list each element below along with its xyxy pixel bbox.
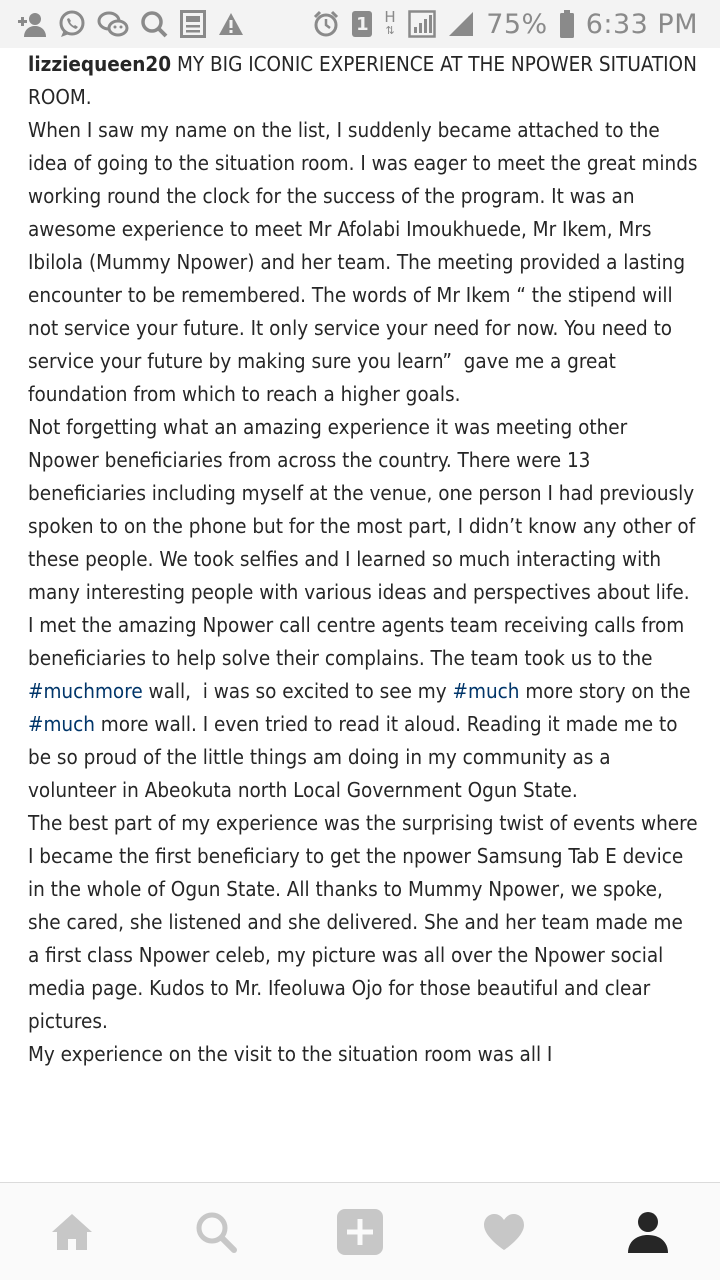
search-icon bbox=[195, 1211, 237, 1253]
whatsapp-icon bbox=[58, 10, 86, 38]
alarm-icon bbox=[312, 10, 340, 38]
search-icon bbox=[140, 10, 168, 38]
hashtag-link[interactable]: #much bbox=[28, 712, 95, 736]
nav-home-button[interactable] bbox=[36, 1196, 108, 1268]
add-post-icon bbox=[336, 1208, 384, 1256]
status-bar-left bbox=[18, 10, 244, 38]
nav-profile-button[interactable] bbox=[612, 1196, 684, 1268]
caption-header bbox=[28, 48, 703, 114]
caption-paragraph-5: My experience on the visit to the situation room was all I bbox=[28, 1042, 553, 1066]
status-bar bbox=[0, 0, 720, 48]
caption-text: more wall. I even tried to read it aloud. Reading it made me to be so proud of the little things am doing in my community as a volunteer in Abeokuta north Local Government Ogun State. bbox=[28, 712, 684, 802]
gallery-icon bbox=[180, 10, 206, 38]
bottom-nav bbox=[0, 1182, 720, 1280]
signal-strength-icon bbox=[448, 11, 474, 37]
nav-search-button[interactable] bbox=[180, 1196, 252, 1268]
signal-icon bbox=[408, 10, 436, 38]
hashtag-link[interactable]: #much bbox=[452, 679, 520, 703]
warning-icon bbox=[218, 12, 244, 36]
network-type-label: H bbox=[384, 8, 397, 26]
home-icon bbox=[50, 1212, 94, 1252]
battery-icon bbox=[560, 10, 574, 38]
caption-paragraph-3 bbox=[28, 609, 698, 807]
profile-icon bbox=[627, 1211, 669, 1253]
caption-paragraph-2: Not forgetting what an amazing experience it was meeting other Npower beneficiaries from across the country. There were 13 beneficiaries including myself at the venue, one person I had previously spoken to on the phone but for the most part, I didn’t know any other of these people. We took selfies and I learned so much interacting with many interesting people with various ideas and perspectives about life. bbox=[28, 415, 702, 604]
battery-percent: 75% bbox=[486, 8, 548, 40]
nav-activity-button[interactable] bbox=[468, 1196, 540, 1268]
activity-heart-icon bbox=[482, 1212, 526, 1252]
status-bar-right bbox=[312, 9, 698, 40]
post-username[interactable]: lizziequeen20 bbox=[28, 52, 172, 76]
add-user-icon bbox=[18, 11, 46, 37]
sim-indicator: 1 bbox=[352, 11, 372, 37]
caption-paragraph-4: The best part of my experience was the surprising twist of events where I became the first beneficiary to get the npower Samsung Tab E device in the whole of Ogun State. All thanks to Mummy Npower, we spoke, she cared, she listened and she delivered. She and her team made me a first class Npower celeb, my picture was all over the Npower social media page. Kudos to Mr. Ifeoluwa Ojo for those beautiful and clear pictures. bbox=[28, 811, 704, 1033]
nav-add-post-button[interactable] bbox=[324, 1196, 396, 1268]
caption-text: wall, i was so excited to see my bbox=[142, 679, 453, 703]
caption-text: I met the amazing Npower call centre agents team receiving calls from beneficiaries to help solve their complains. The team took us to the bbox=[28, 613, 691, 670]
clock: 6:33 PM bbox=[585, 8, 698, 40]
hashtag-link[interactable]: #muchmore bbox=[28, 679, 143, 703]
post-caption bbox=[28, 48, 704, 1182]
network-arrows: ⇅ bbox=[385, 24, 396, 37]
caption-paragraph-1: When I saw my name on the list, I suddenly became attached to the idea of going to the situation room. I was eager to meet the great minds working round the clock for the success of the program. It was an awesome experience to meet Mr Afolabi Imoukhuede, Mr Ikem, Mrs Ibilola (Mummy Npower) and her team. The meeting provided a lasting encounter to be remembered. The words of Mr Ikem “ the stipend will not service your future. It only service your need for now. You need to service your future by making sure you learn” gave me a great foundation from which to reach a higher goals. bbox=[28, 118, 704, 406]
wechat-icon bbox=[98, 10, 128, 38]
caption-text: more story on the bbox=[519, 679, 697, 703]
network-type bbox=[384, 10, 396, 38]
post-title: MY BIG ICONIC EXPERIENCE AT THE NPOWER SITUATION ROOM. bbox=[28, 52, 703, 109]
